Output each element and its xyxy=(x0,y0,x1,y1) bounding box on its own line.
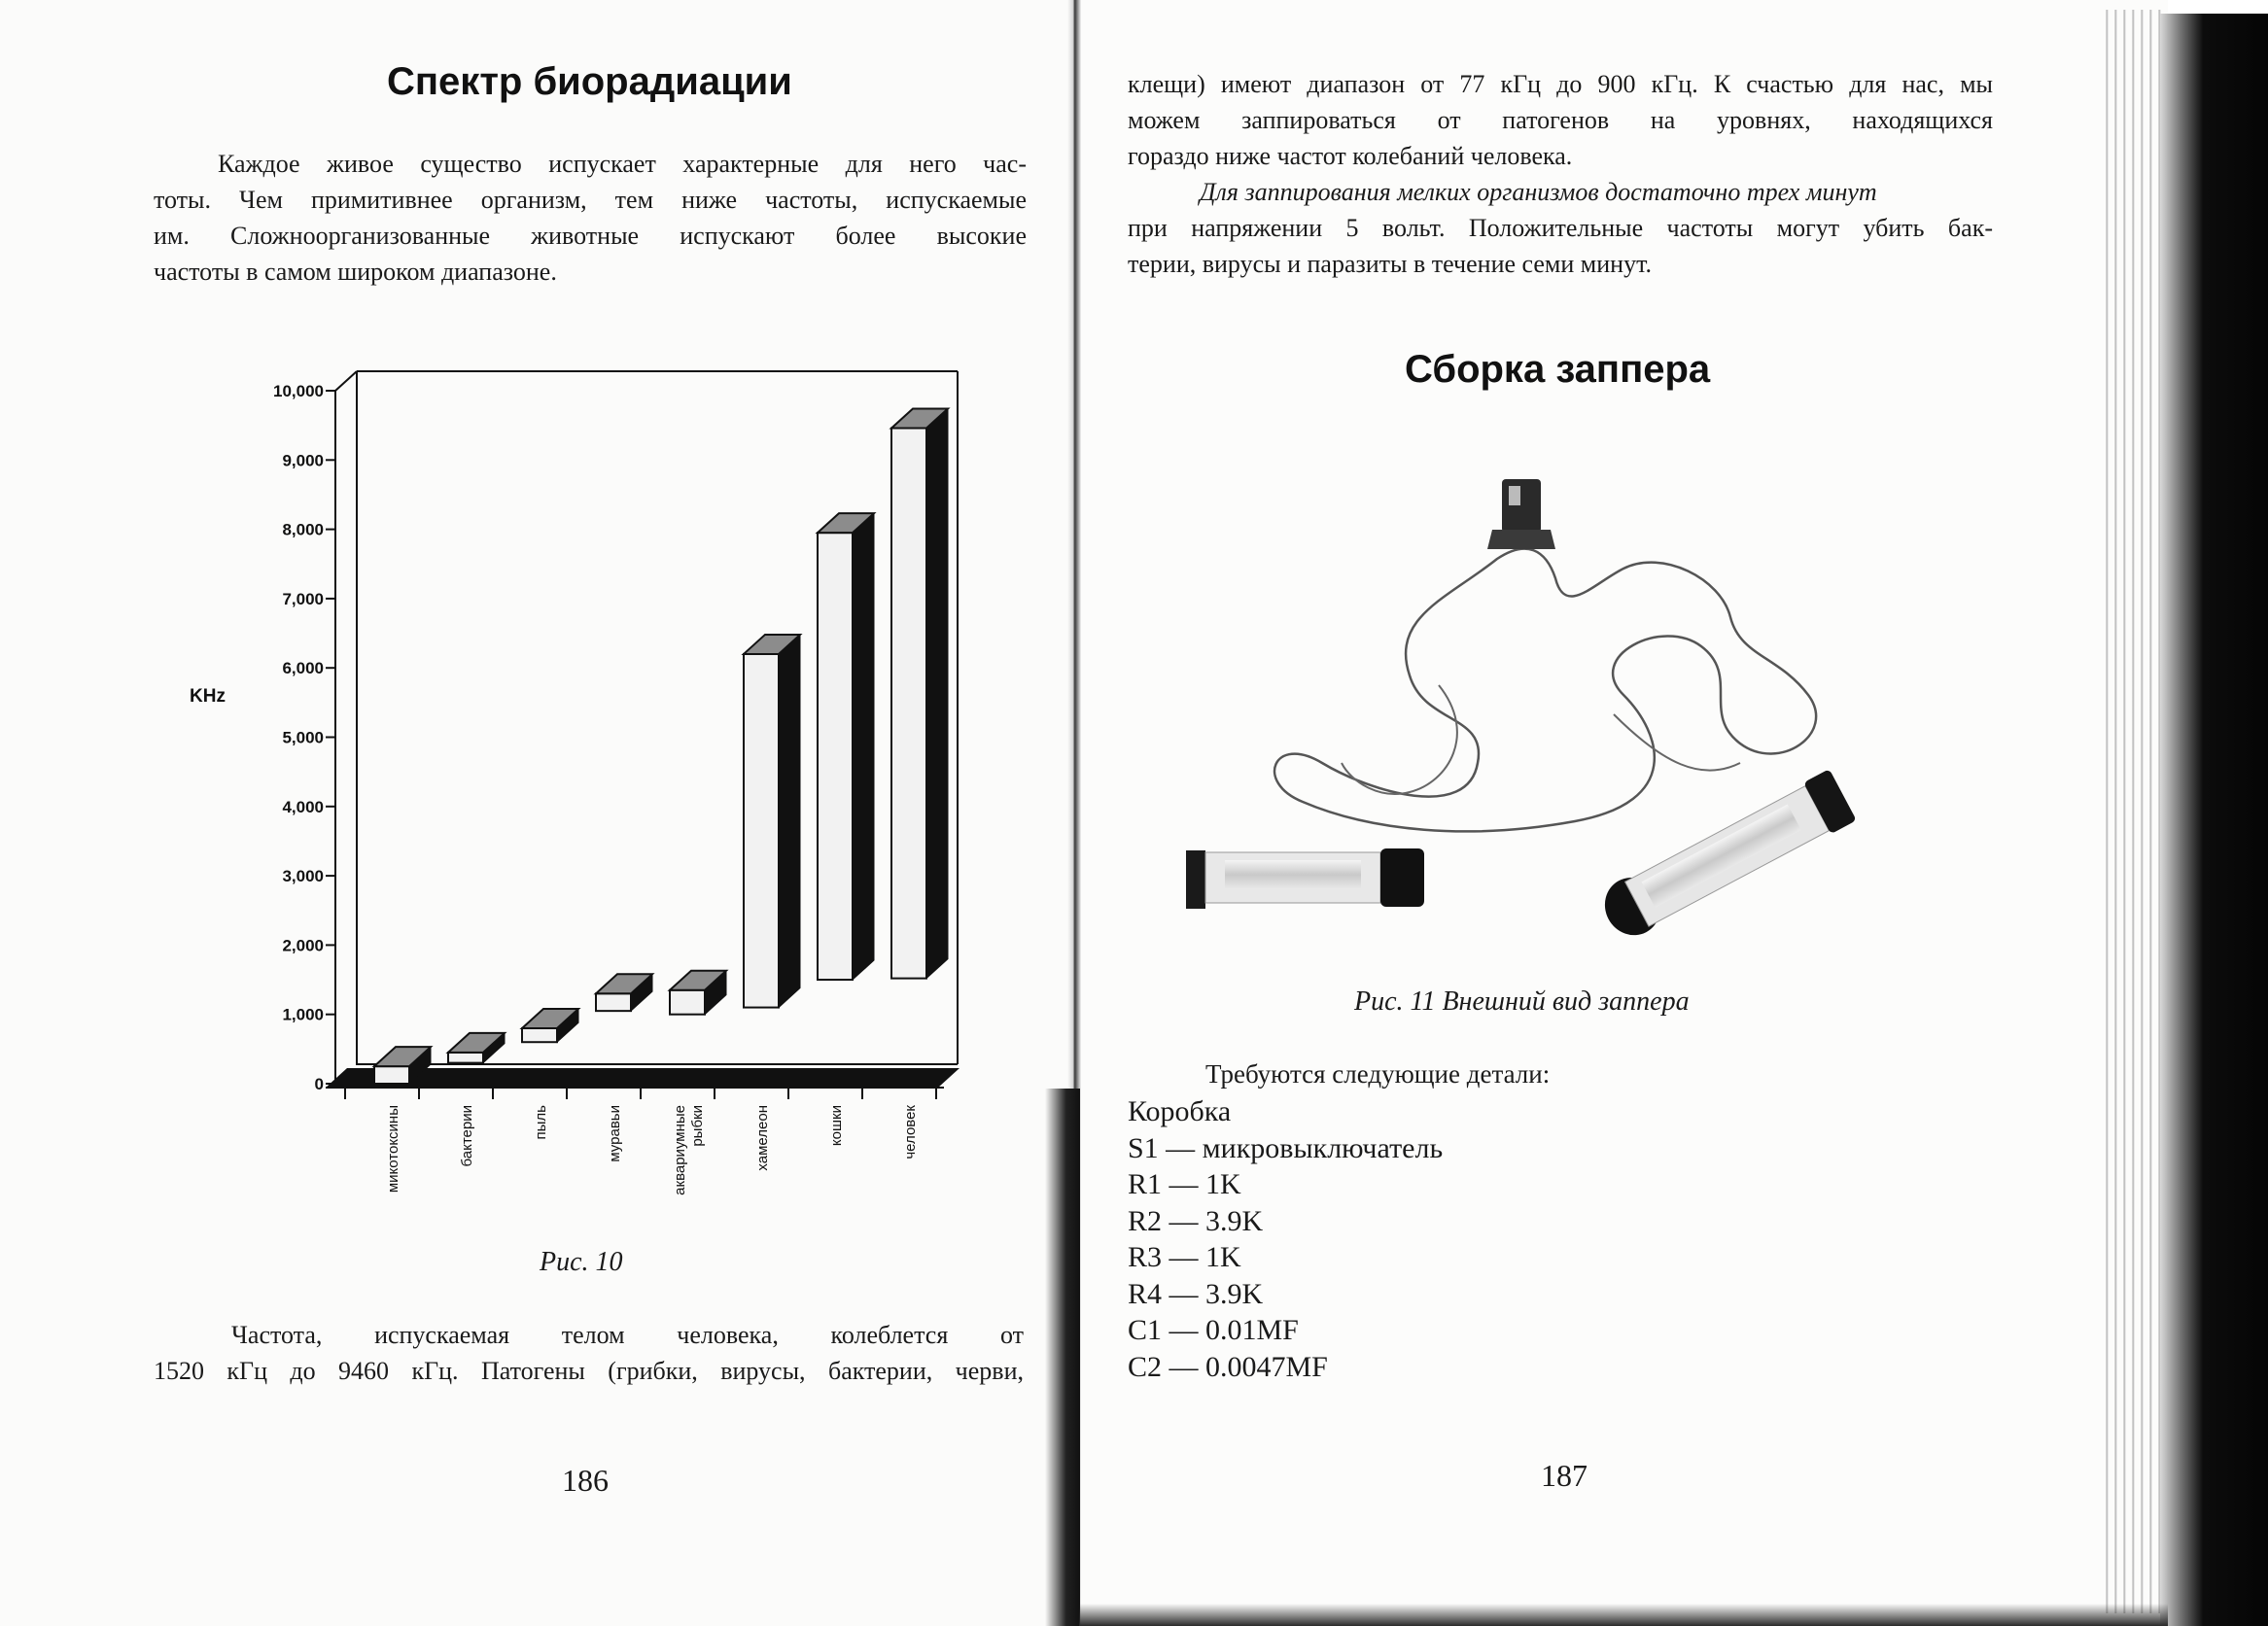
figure-11-caption: Рис. 11 Внешний вид заппера xyxy=(1354,986,1690,1017)
clip-body xyxy=(1502,479,1541,533)
chart-y-ticks xyxy=(273,382,335,1093)
intro-paragraph xyxy=(154,146,1027,290)
parts-item-r3: R3 — 1K xyxy=(1128,1241,1241,1273)
biofrequency-chart xyxy=(146,360,1001,1215)
category-label: человек xyxy=(902,1105,919,1159)
category-label: аквариумные xyxy=(672,1105,688,1195)
chart-y-axis-label: KHz xyxy=(190,686,226,707)
bar-front xyxy=(744,654,779,1008)
electrode-left-connector xyxy=(1380,848,1424,907)
figure-10-caption: Рис. 10 xyxy=(540,1247,623,1277)
bottom-paragraph xyxy=(154,1317,1024,1389)
electrode-right xyxy=(1595,769,1857,938)
wire-loop-inner-2 xyxy=(1614,714,1740,771)
parts-item-s1: S1 — микровыключатель xyxy=(1128,1131,1444,1164)
right-top-paragraph xyxy=(1128,66,1993,282)
chart-bars xyxy=(374,409,948,1084)
chart-category-labels xyxy=(345,1088,936,1195)
zapper-photo xyxy=(1157,471,1964,938)
right-line-6: терии, вирусы и паразиты в течение семи минут. xyxy=(1128,250,1652,278)
electrode-left-cap xyxy=(1186,850,1205,909)
clip-highlight xyxy=(1509,486,1520,505)
bar-side xyxy=(853,513,874,980)
y-tick-label: 2,000 xyxy=(282,936,324,955)
bottom-line-2: 1520 кГц до 9460 кГц. Патогены (грибки, вирусы, бактерии, черви, xyxy=(154,1357,1024,1385)
category-label: хамелеон xyxy=(754,1105,771,1171)
electrode-left-shade xyxy=(1225,860,1361,889)
bar-side xyxy=(926,409,948,979)
wire-loop-inner xyxy=(1342,685,1457,794)
y-tick-label: 1,000 xyxy=(282,1005,324,1024)
chart-y-axis-top xyxy=(335,371,357,391)
parts-item-c2: C2 — 0.0047MF xyxy=(1128,1350,1328,1383)
parts-item-r2: R2 — 3.9K xyxy=(1128,1204,1264,1237)
category-label: рыбки xyxy=(689,1105,706,1147)
y-tick-label: 10,000 xyxy=(273,382,324,400)
bottom-shadow xyxy=(1079,1604,2168,1626)
bar-front xyxy=(891,429,926,979)
parts-item-r1: R1 — 1K xyxy=(1128,1168,1241,1200)
y-tick-label: 0 xyxy=(314,1075,324,1093)
page-number-right: 187 xyxy=(1541,1458,1588,1493)
bar-side xyxy=(779,635,800,1008)
bar-front xyxy=(448,1053,483,1063)
intro-line-2: тоты. Чем примитивнее организм, тем ниже частоты, испускаемые xyxy=(154,186,1027,214)
wire-loop xyxy=(1274,549,1816,832)
parts-item-box: Коробка xyxy=(1128,1095,1232,1127)
y-tick-label: 5,000 xyxy=(282,728,324,747)
bottom-line-1: Частота, испускаемая телом человека, колеблется от xyxy=(231,1321,1024,1349)
page-edges xyxy=(2100,10,2163,1613)
y-tick-label: 7,000 xyxy=(282,589,324,608)
parts-item-r4: R4 — 3.9K xyxy=(1128,1277,1264,1310)
intro-line-3: им. Сложноорганизованные животные испускают более высокие xyxy=(154,222,1027,250)
left-page-title: Спектр биорадиации xyxy=(387,60,792,103)
y-tick-label: 4,000 xyxy=(282,797,324,816)
bar-front xyxy=(670,990,705,1015)
y-tick-label: 8,000 xyxy=(282,520,324,539)
intro-line-1: Каждое живое существо испускает характерные для него час- xyxy=(218,150,1027,178)
right-page-title: Сборка заппера xyxy=(1405,348,1711,391)
parts-intro: Требуются следующие детали: xyxy=(1205,1059,1551,1089)
category-label: муравьи xyxy=(607,1105,623,1162)
right-line-2: можем заппироваться от патогенов на уровнях, находящихся xyxy=(1128,106,1993,134)
category-label: микотоксины xyxy=(385,1105,401,1194)
bar-front xyxy=(374,1066,409,1084)
book-edge-shadow xyxy=(2160,14,2268,1626)
parts-item-c1: C1 — 0.01MF xyxy=(1128,1314,1299,1346)
spine-shadow xyxy=(1045,1089,1080,1626)
y-tick-label: 6,000 xyxy=(282,659,324,678)
page-number-left: 186 xyxy=(562,1463,609,1498)
intro-line-4: частоты в самом широком диапазоне. xyxy=(154,258,557,286)
right-line-5: при напряжении 5 вольт. Положительные частоты могут убить бак- xyxy=(1128,214,1993,242)
right-line-1: клещи) имеют диапазон от 77 кГц до 900 кГц. К счастью для нас, мы xyxy=(1128,70,1993,98)
bar-front xyxy=(818,533,853,980)
right-italic-line: Для заппирования мелких организмов достаточно трех минут xyxy=(1200,178,1877,206)
parts-list xyxy=(1128,1093,1443,1385)
clip-jaw xyxy=(1487,530,1555,549)
right-line-3: гораздо ниже частот колебаний человека. xyxy=(1128,142,1573,170)
category-label: кошки xyxy=(828,1105,845,1147)
y-tick-label: 9,000 xyxy=(282,451,324,470)
bar-front xyxy=(596,993,631,1011)
y-tick-label: 3,000 xyxy=(282,867,324,886)
category-label: бактерии xyxy=(459,1105,475,1167)
bar-front xyxy=(522,1028,557,1042)
category-label: пыль xyxy=(533,1105,549,1140)
